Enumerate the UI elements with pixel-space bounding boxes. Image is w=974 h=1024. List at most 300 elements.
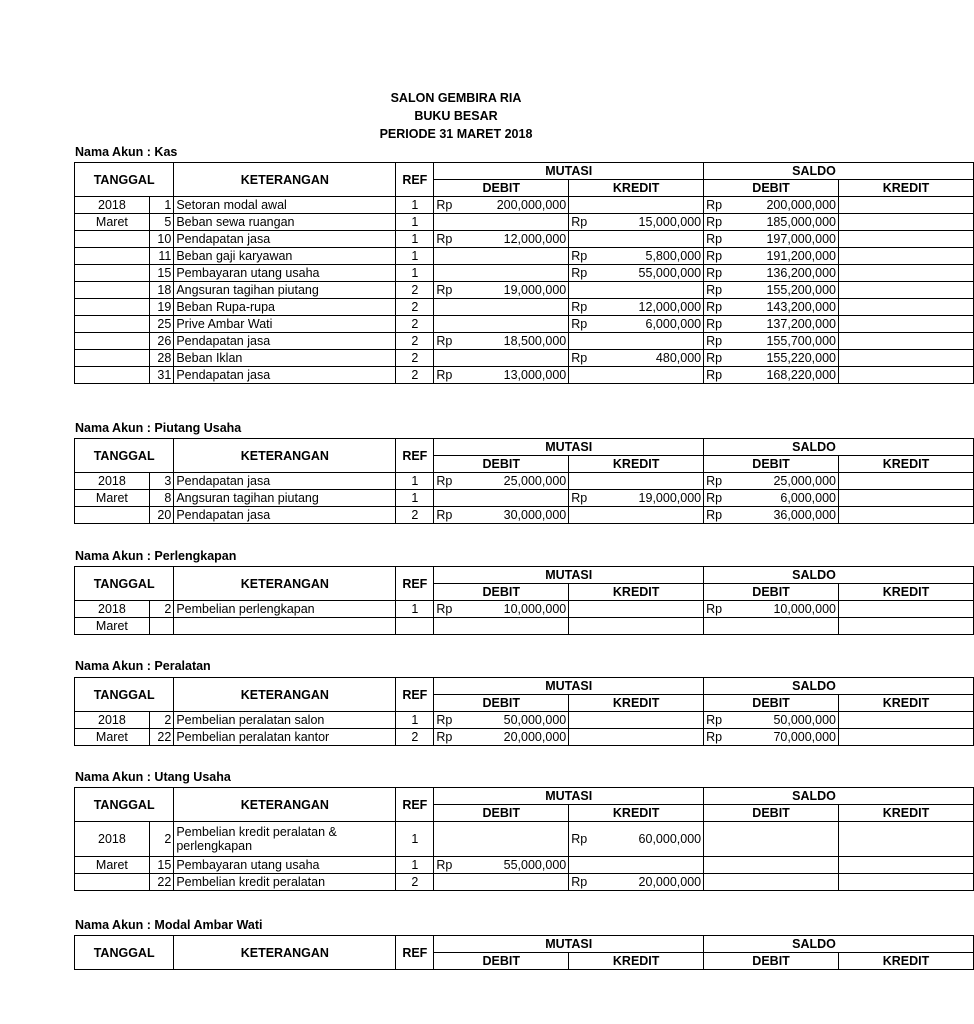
debit-amount: 55,000,000 <box>457 857 569 874</box>
ref-number: 2 <box>396 729 434 746</box>
currency-label: Rp <box>434 473 457 490</box>
ref-number: 2 <box>396 350 434 367</box>
date-label: 2018 <box>75 822 150 857</box>
ref-number: 1 <box>396 490 434 507</box>
col-header-ref: REF <box>396 567 434 601</box>
currency-label <box>839 618 862 635</box>
ref-number: 2 <box>396 367 434 384</box>
date-label: 2018 <box>75 473 150 490</box>
debit-amount <box>457 299 569 316</box>
saldo-amount: 137,200,000 <box>727 316 839 333</box>
col-header-ref: REF <box>396 936 434 970</box>
saldo-amount: 10,000,000 <box>727 601 839 618</box>
saldo-kredit-amount <box>862 299 974 316</box>
saldo-kredit-amount <box>862 507 974 524</box>
col-header-keterangan: KETERANGAN <box>174 788 396 822</box>
ref-number: 1 <box>396 712 434 729</box>
currency-label: Rp <box>569 248 592 265</box>
date-label <box>75 299 150 316</box>
col-header-saldo: SALDO <box>704 936 974 953</box>
ledger-row <box>75 333 974 350</box>
kredit-amount: 6,000,000 <box>592 316 704 333</box>
currency-label <box>839 729 862 746</box>
currency-label <box>569 618 592 635</box>
company-name: SALON GEMBIRA RIA <box>390 91 522 105</box>
description: Beban Iklan <box>174 350 396 367</box>
currency-label: Rp <box>434 601 457 618</box>
description: Angsuran tagihan piutang <box>174 282 396 299</box>
kredit-amount <box>592 333 704 350</box>
currency-label <box>569 333 592 350</box>
col-header-saldo: SALDO <box>704 678 974 695</box>
currency-label <box>569 712 592 729</box>
currency-label: Rp <box>704 333 727 350</box>
description: Angsuran tagihan piutang <box>174 490 396 507</box>
col-header-saldo-kredit: KREDIT <box>839 953 974 970</box>
currency-label <box>569 507 592 524</box>
ref-number: 2 <box>396 333 434 350</box>
date-label <box>75 231 150 248</box>
currency-label: Rp <box>704 197 727 214</box>
day-number <box>149 618 174 635</box>
currency-label: Rp <box>434 857 457 874</box>
date-label: 2018 <box>75 712 150 729</box>
currency-label <box>569 367 592 384</box>
description: Prive Ambar Wati <box>174 316 396 333</box>
col-header-saldo-kredit: KREDIT <box>839 584 974 601</box>
description: Beban gaji karyawan <box>174 248 396 265</box>
col-header-ref: REF <box>396 439 434 473</box>
currency-label: Rp <box>704 299 727 316</box>
day-number: 2 <box>149 601 174 618</box>
saldo-kredit-amount <box>862 874 974 891</box>
currency-label: Rp <box>704 316 727 333</box>
currency-label <box>839 712 862 729</box>
currency-label: Rp <box>569 490 592 507</box>
saldo-kredit-amount <box>862 197 974 214</box>
account-label: Nama Akun : Peralatan <box>75 659 211 673</box>
ref-number: 1 <box>396 473 434 490</box>
currency-label <box>839 473 862 490</box>
day-number: 22 <box>149 729 174 746</box>
description: Pendapatan jasa <box>174 507 396 524</box>
currency-label <box>569 197 592 214</box>
currency-label <box>839 507 862 524</box>
saldo-amount <box>727 857 839 874</box>
currency-label: Rp <box>569 299 592 316</box>
currency-label: Rp <box>434 282 457 299</box>
ref-number: 1 <box>396 231 434 248</box>
day-number: 22 <box>149 874 174 891</box>
saldo-amount: 197,000,000 <box>727 231 839 248</box>
col-header-tanggal: TANGGAL <box>75 567 174 601</box>
saldo-kredit-amount <box>862 350 974 367</box>
kredit-amount <box>592 729 704 746</box>
currency-label <box>434 350 457 367</box>
debit-amount: 13,000,000 <box>457 367 569 384</box>
saldo-kredit-amount <box>862 316 974 333</box>
saldo-amount: 6,000,000 <box>727 490 839 507</box>
ledger-row <box>75 712 974 729</box>
ledger-row <box>75 214 974 231</box>
currency-label: Rp <box>434 712 457 729</box>
day-number: 10 <box>149 231 174 248</box>
ref-number: 1 <box>396 601 434 618</box>
currency-label <box>434 265 457 282</box>
kredit-amount: 480,000 <box>592 350 704 367</box>
col-header-debit: DEBIT <box>434 805 569 822</box>
ledger-row <box>75 299 974 316</box>
currency-label: Rp <box>569 874 592 891</box>
saldo-amount: 155,220,000 <box>727 350 839 367</box>
kredit-amount: 19,000,000 <box>592 490 704 507</box>
currency-label <box>839 299 862 316</box>
currency-label <box>569 601 592 618</box>
ledger-table <box>74 162 974 384</box>
ledger-row <box>75 367 974 384</box>
account-label: Nama Akun : Piutang Usaha <box>75 421 242 435</box>
debit-amount: 19,000,000 <box>457 282 569 299</box>
col-header-saldo-debit: DEBIT <box>704 805 839 822</box>
date-label <box>75 350 150 367</box>
day-number: 19 <box>149 299 174 316</box>
debit-amount: 50,000,000 <box>457 712 569 729</box>
saldo-amount: 191,200,000 <box>727 248 839 265</box>
col-header-debit: DEBIT <box>434 584 569 601</box>
saldo-kredit-amount <box>862 729 974 746</box>
col-header-tanggal: TANGGAL <box>75 936 174 970</box>
currency-label: Rp <box>434 367 457 384</box>
ref-number: 1 <box>396 197 434 214</box>
currency-label <box>704 874 727 891</box>
currency-label <box>839 857 862 874</box>
saldo-kredit-amount <box>862 214 974 231</box>
col-header-debit: DEBIT <box>434 695 569 712</box>
col-header-saldo-debit: DEBIT <box>704 180 839 197</box>
day-number: 15 <box>149 857 174 874</box>
col-header-saldo-debit: DEBIT <box>704 953 839 970</box>
debit-amount <box>457 618 569 635</box>
kredit-amount <box>592 601 704 618</box>
kredit-amount: 55,000,000 <box>592 265 704 282</box>
ledger-row <box>75 248 974 265</box>
date-label <box>75 333 150 350</box>
saldo-amount: 155,200,000 <box>727 282 839 299</box>
debit-amount: 10,000,000 <box>457 601 569 618</box>
account-label: Nama Akun : Kas <box>75 145 178 159</box>
ledger-row <box>75 601 974 618</box>
saldo-amount: 200,000,000 <box>727 197 839 214</box>
ref-number: 1 <box>396 857 434 874</box>
currency-label <box>839 197 862 214</box>
col-header-saldo: SALDO <box>704 567 974 584</box>
ledger-table <box>74 787 974 891</box>
debit-amount <box>457 214 569 231</box>
kredit-amount <box>592 618 704 635</box>
currency-label <box>569 729 592 746</box>
col-header-tanggal: TANGGAL <box>75 678 174 712</box>
day-number: 18 <box>149 282 174 299</box>
saldo-amount: 136,200,000 <box>727 265 839 282</box>
col-header-saldo-debit: DEBIT <box>704 456 839 473</box>
day-number: 31 <box>149 367 174 384</box>
kredit-amount <box>592 507 704 524</box>
ledger-row <box>75 231 974 248</box>
ledger-row <box>75 507 974 524</box>
account-label: Nama Akun : Modal Ambar Wati <box>75 918 263 932</box>
col-header-ref: REF <box>396 788 434 822</box>
currency-label: Rp <box>704 367 727 384</box>
col-header-mutasi: MUTASI <box>434 567 704 584</box>
kredit-amount: 20,000,000 <box>592 874 704 891</box>
col-header-saldo-kredit: KREDIT <box>839 456 974 473</box>
description: Pembelian kredit peralatan & perlengkapan <box>174 822 396 857</box>
currency-label <box>434 822 457 857</box>
currency-label <box>839 350 862 367</box>
currency-label <box>839 874 862 891</box>
date-label: Maret <box>75 490 150 507</box>
currency-label <box>434 490 457 507</box>
currency-label <box>704 618 727 635</box>
date-label <box>75 248 150 265</box>
saldo-kredit-amount <box>862 473 974 490</box>
period-label: PERIODE 31 MARET 2018 <box>379 127 533 141</box>
saldo-kredit-amount <box>862 490 974 507</box>
ledger-row <box>75 473 974 490</box>
date-label: Maret <box>75 618 150 635</box>
date-label <box>75 282 150 299</box>
date-label <box>75 874 150 891</box>
currency-label <box>434 874 457 891</box>
ledger-row <box>75 822 974 857</box>
ref-number: 2 <box>396 507 434 524</box>
col-header-tanggal: TANGGAL <box>75 439 174 473</box>
day-number: 28 <box>149 350 174 367</box>
ref-number: 1 <box>396 214 434 231</box>
account-label: Nama Akun : Utang Usaha <box>75 770 231 784</box>
ref-number: 2 <box>396 874 434 891</box>
day-number: 15 <box>149 265 174 282</box>
saldo-amount: 50,000,000 <box>727 712 839 729</box>
currency-label: Rp <box>704 350 727 367</box>
currency-label: Rp <box>704 729 727 746</box>
description: Pendapatan jasa <box>174 333 396 350</box>
currency-label: Rp <box>704 214 727 231</box>
col-header-kredit: KREDIT <box>569 180 704 197</box>
ledger-row <box>75 265 974 282</box>
col-header-saldo: SALDO <box>704 439 974 456</box>
debit-amount <box>457 874 569 891</box>
currency-label: Rp <box>704 265 727 282</box>
currency-label: Rp <box>704 490 727 507</box>
col-header-saldo: SALDO <box>704 788 974 805</box>
description <box>174 618 396 635</box>
ledger-table <box>74 566 974 635</box>
ledger-row <box>75 729 974 746</box>
currency-label <box>434 316 457 333</box>
ref-number: 1 <box>396 822 434 857</box>
day-number: 1 <box>149 197 174 214</box>
date-label <box>75 507 150 524</box>
description: Pendapatan jasa <box>174 367 396 384</box>
saldo-amount: 70,000,000 <box>727 729 839 746</box>
saldo-kredit-amount <box>862 822 974 857</box>
currency-label <box>434 248 457 265</box>
currency-label: Rp <box>704 712 727 729</box>
ledger-row <box>75 282 974 299</box>
description: Beban Rupa-rupa <box>174 299 396 316</box>
ledger-row <box>75 874 974 891</box>
ref-number: 2 <box>396 316 434 333</box>
day-number: 2 <box>149 822 174 857</box>
saldo-kredit-amount <box>862 248 974 265</box>
ledger-row <box>75 490 974 507</box>
saldo-kredit-amount <box>862 231 974 248</box>
ref-number: 2 <box>396 299 434 316</box>
kredit-amount: 15,000,000 <box>592 214 704 231</box>
currency-label: Rp <box>704 248 727 265</box>
day-number: 26 <box>149 333 174 350</box>
day-number: 8 <box>149 490 174 507</box>
currency-label: Rp <box>704 507 727 524</box>
currency-label: Rp <box>434 197 457 214</box>
currency-label <box>569 473 592 490</box>
description: Pendapatan jasa <box>174 473 396 490</box>
col-header-kredit: KREDIT <box>569 695 704 712</box>
currency-label <box>569 231 592 248</box>
kredit-amount <box>592 282 704 299</box>
currency-label <box>704 857 727 874</box>
kredit-amount <box>592 712 704 729</box>
date-label: Maret <box>75 214 150 231</box>
day-number: 25 <box>149 316 174 333</box>
col-header-mutasi: MUTASI <box>434 163 704 180</box>
ledger-row <box>75 197 974 214</box>
col-header-saldo: SALDO <box>704 163 974 180</box>
saldo-amount: 185,000,000 <box>727 214 839 231</box>
col-header-mutasi: MUTASI <box>434 439 704 456</box>
debit-amount <box>457 316 569 333</box>
currency-label <box>704 822 727 857</box>
saldo-kredit-amount <box>862 367 974 384</box>
saldo-kredit-amount <box>862 857 974 874</box>
debit-amount <box>457 350 569 367</box>
currency-label: Rp <box>704 282 727 299</box>
day-number: 2 <box>149 712 174 729</box>
currency-label <box>434 618 457 635</box>
currency-label <box>434 214 457 231</box>
currency-label <box>569 857 592 874</box>
debit-amount: 18,500,000 <box>457 333 569 350</box>
currency-label: Rp <box>434 729 457 746</box>
col-header-mutasi: MUTASI <box>434 788 704 805</box>
col-header-kredit: KREDIT <box>569 456 704 473</box>
currency-label: Rp <box>704 231 727 248</box>
saldo-amount: 155,700,000 <box>727 333 839 350</box>
description: Pembelian kredit peralatan <box>174 874 396 891</box>
col-header-tanggal: TANGGAL <box>75 788 174 822</box>
ledger-table <box>74 438 974 524</box>
kredit-amount <box>592 231 704 248</box>
date-label <box>75 316 150 333</box>
day-number: 20 <box>149 507 174 524</box>
day-number: 11 <box>149 248 174 265</box>
day-number: 5 <box>149 214 174 231</box>
col-header-keterangan: KETERANGAN <box>174 439 396 473</box>
col-header-mutasi: MUTASI <box>434 936 704 953</box>
debit-amount: 20,000,000 <box>457 729 569 746</box>
ledger-table <box>74 935 974 970</box>
ledger-table <box>74 677 974 746</box>
currency-label <box>569 282 592 299</box>
debit-amount: 12,000,000 <box>457 231 569 248</box>
saldo-amount: 36,000,000 <box>727 507 839 524</box>
currency-label <box>839 333 862 350</box>
description: Beban sewa ruangan <box>174 214 396 231</box>
col-header-saldo-debit: DEBIT <box>704 695 839 712</box>
date-label <box>75 367 150 384</box>
currency-label <box>839 490 862 507</box>
currency-label: Rp <box>569 822 592 857</box>
saldo-kredit-amount <box>862 333 974 350</box>
col-header-kredit: KREDIT <box>569 805 704 822</box>
saldo-kredit-amount <box>862 265 974 282</box>
description: Pendapatan jasa <box>174 231 396 248</box>
col-header-ref: REF <box>396 163 434 197</box>
currency-label <box>434 299 457 316</box>
col-header-tanggal: TANGGAL <box>75 163 174 197</box>
saldo-kredit-amount <box>862 282 974 299</box>
col-header-keterangan: KETERANGAN <box>174 567 396 601</box>
saldo-amount: 168,220,000 <box>727 367 839 384</box>
currency-label: Rp <box>434 333 457 350</box>
col-header-keterangan: KETERANGAN <box>174 678 396 712</box>
currency-label <box>839 316 862 333</box>
ledger-row <box>75 618 974 635</box>
col-header-keterangan: KETERANGAN <box>174 936 396 970</box>
currency-label <box>839 214 862 231</box>
currency-label: Rp <box>569 214 592 231</box>
debit-amount: 25,000,000 <box>457 473 569 490</box>
col-header-saldo-kredit: KREDIT <box>839 180 974 197</box>
kredit-amount: 12,000,000 <box>592 299 704 316</box>
kredit-amount <box>592 857 704 874</box>
description: Pembelian perlengkapan <box>174 601 396 618</box>
col-header-saldo-debit: DEBIT <box>704 584 839 601</box>
document-title: BUKU BESAR <box>414 109 498 123</box>
ref-number: 2 <box>396 282 434 299</box>
debit-amount <box>457 265 569 282</box>
kredit-amount <box>592 367 704 384</box>
debit-amount: 200,000,000 <box>457 197 569 214</box>
col-header-debit: DEBIT <box>434 456 569 473</box>
saldo-amount <box>727 874 839 891</box>
saldo-amount: 25,000,000 <box>727 473 839 490</box>
currency-label <box>839 601 862 618</box>
saldo-kredit-amount <box>862 601 974 618</box>
col-header-saldo-kredit: KREDIT <box>839 805 974 822</box>
currency-label <box>839 367 862 384</box>
account-label: Nama Akun : Perlengkapan <box>75 549 237 563</box>
saldo-amount: 143,200,000 <box>727 299 839 316</box>
description: Pembayaran utang usaha <box>174 265 396 282</box>
currency-label <box>839 822 862 857</box>
date-label: Maret <box>75 729 150 746</box>
kredit-amount: 5,800,000 <box>592 248 704 265</box>
debit-amount <box>457 490 569 507</box>
debit-amount <box>457 248 569 265</box>
saldo-kredit-amount <box>862 712 974 729</box>
